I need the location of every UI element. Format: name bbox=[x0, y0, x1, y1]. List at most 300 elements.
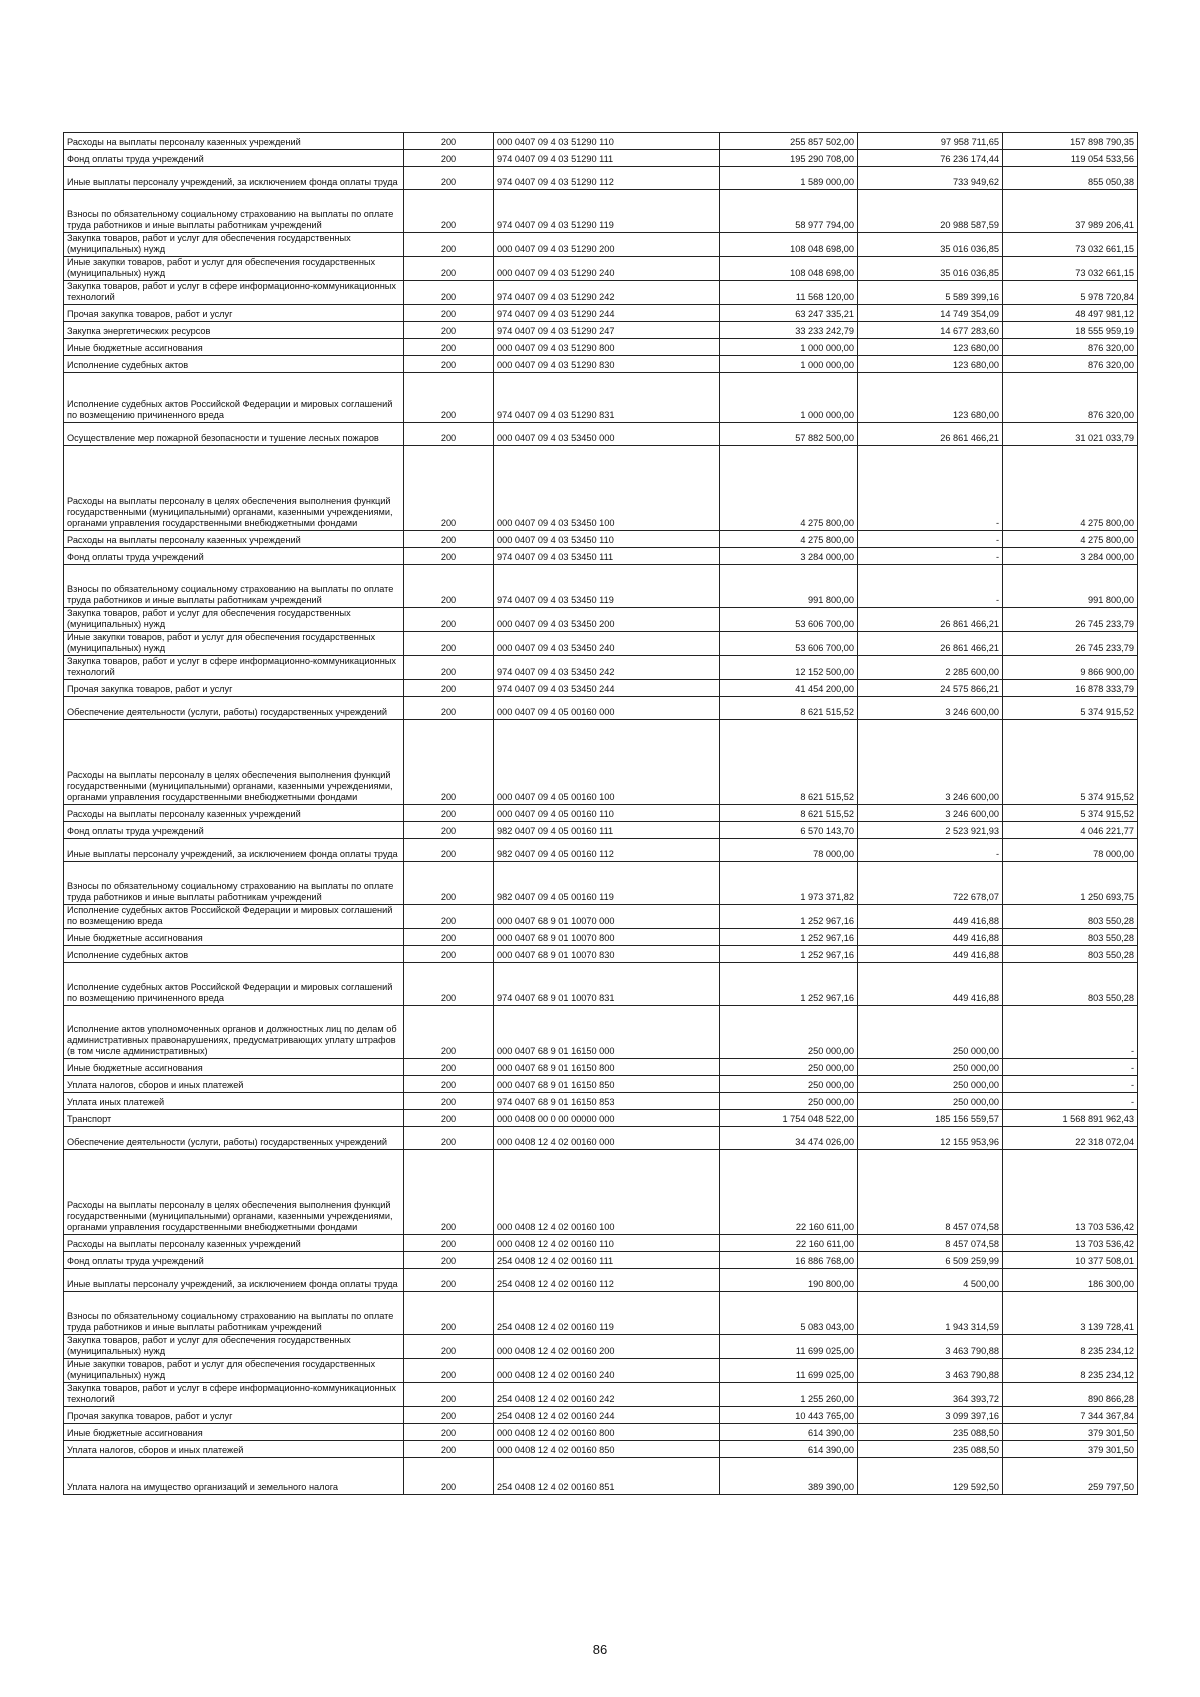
row-line-code: 200 bbox=[404, 548, 494, 565]
row-line-code: 200 bbox=[404, 356, 494, 373]
table-row bbox=[64, 1269, 1138, 1292]
row-line-code: 200 bbox=[404, 423, 494, 446]
row-approved-amount: 41 454 200,00 bbox=[720, 680, 858, 697]
row-approved-amount: 1 252 967,16 bbox=[720, 963, 858, 1006]
table-row bbox=[64, 133, 1138, 150]
row-unexecuted-amount: 1 250 693,75 bbox=[1003, 862, 1138, 905]
budget-execution-table bbox=[63, 132, 1138, 1495]
row-name: Закупка товаров, работ и услуг для обеспечения государственных (муниципальных) нужд bbox=[64, 1335, 404, 1359]
row-approved-amount: 250 000,00 bbox=[720, 1059, 858, 1076]
row-approved-amount: 58 977 794,00 bbox=[720, 190, 858, 233]
table-row bbox=[64, 190, 1138, 233]
row-budget-code: 254 0408 12 4 02 00160 119 bbox=[494, 1292, 720, 1335]
table-row bbox=[64, 257, 1138, 281]
row-name: Иные бюджетные ассигнования bbox=[64, 929, 404, 946]
row-line-code: 200 bbox=[404, 929, 494, 946]
row-executed-amount: 5 589 399,16 bbox=[858, 281, 1003, 305]
row-budget-code: 000 0408 12 4 02 00160 110 bbox=[494, 1235, 720, 1252]
row-budget-code: 000 0407 09 4 03 51290 110 bbox=[494, 133, 720, 150]
row-name: Уплата налогов, сборов и иных платежей bbox=[64, 1076, 404, 1093]
table-row bbox=[64, 608, 1138, 632]
row-budget-code: 000 0407 09 4 03 53450 100 bbox=[494, 446, 720, 531]
row-unexecuted-amount: - bbox=[1003, 1059, 1138, 1076]
row-name: Взносы по обязательному социальному страхованию на выплаты по оплате труда работников и иные выплаты работникам учреждений bbox=[64, 862, 404, 905]
table-row bbox=[64, 862, 1138, 905]
table-row bbox=[64, 1150, 1138, 1235]
row-name: Исполнение актов уполномоченных органов и должностных лиц по делам об административных правонарушениях, предусматривающих уплату штрафов (в том числе административных) bbox=[64, 1006, 404, 1059]
row-unexecuted-amount: 855 050,38 bbox=[1003, 167, 1138, 190]
row-executed-amount: 185 156 559,57 bbox=[858, 1110, 1003, 1127]
table-row bbox=[64, 446, 1138, 531]
row-budget-code: 000 0407 09 4 03 53450 000 bbox=[494, 423, 720, 446]
row-approved-amount: 11 568 120,00 bbox=[720, 281, 858, 305]
row-executed-amount: - bbox=[858, 531, 1003, 548]
row-executed-amount: 6 509 259,99 bbox=[858, 1252, 1003, 1269]
row-line-code: 200 bbox=[404, 608, 494, 632]
row-name: Закупка товаров, работ и услуг для обеспечения государственных (муниципальных) нужд bbox=[64, 608, 404, 632]
row-unexecuted-amount: 8 235 234,12 bbox=[1003, 1335, 1138, 1359]
row-budget-code: 974 0407 09 4 03 53450 111 bbox=[494, 548, 720, 565]
row-name: Фонд оплаты труда учреждений bbox=[64, 822, 404, 839]
row-budget-code: 000 0407 09 4 03 51290 800 bbox=[494, 339, 720, 356]
row-unexecuted-amount: 1 568 891 962,43 bbox=[1003, 1110, 1138, 1127]
row-line-code: 200 bbox=[404, 720, 494, 805]
table-row bbox=[64, 1424, 1138, 1441]
table-row bbox=[64, 356, 1138, 373]
table-row bbox=[64, 150, 1138, 167]
row-approved-amount: 108 048 698,00 bbox=[720, 233, 858, 257]
table-row bbox=[64, 548, 1138, 565]
row-line-code: 200 bbox=[404, 1292, 494, 1335]
row-approved-amount: 1 589 000,00 bbox=[720, 167, 858, 190]
row-budget-code: 974 0407 09 4 03 51290 242 bbox=[494, 281, 720, 305]
row-budget-code: 974 0407 09 4 03 51290 119 bbox=[494, 190, 720, 233]
table-row bbox=[64, 1093, 1138, 1110]
row-unexecuted-amount: - bbox=[1003, 1093, 1138, 1110]
table-row bbox=[64, 339, 1138, 356]
table-row bbox=[64, 423, 1138, 446]
row-name: Фонд оплаты труда учреждений bbox=[64, 1252, 404, 1269]
table-row bbox=[64, 1235, 1138, 1252]
row-budget-code: 000 0407 09 4 05 00160 110 bbox=[494, 805, 720, 822]
row-line-code: 200 bbox=[404, 339, 494, 356]
row-name: Иные закупки товаров, работ и услуг для обеспечения государственных (муниципальных) нужд bbox=[64, 632, 404, 656]
row-budget-code: 974 0407 09 4 03 53450 244 bbox=[494, 680, 720, 697]
table-row bbox=[64, 1127, 1138, 1150]
row-unexecuted-amount: 119 054 533,56 bbox=[1003, 150, 1138, 167]
row-unexecuted-amount: 37 989 206,41 bbox=[1003, 190, 1138, 233]
table-row bbox=[64, 1335, 1138, 1359]
row-line-code: 200 bbox=[404, 805, 494, 822]
row-name: Иные бюджетные ассигнования bbox=[64, 339, 404, 356]
row-name: Уплата иных платежей bbox=[64, 1093, 404, 1110]
table-row bbox=[64, 929, 1138, 946]
row-name: Иные выплаты персоналу учреждений, за исключением фонда оплаты труда bbox=[64, 1269, 404, 1292]
row-line-code: 200 bbox=[404, 1407, 494, 1424]
row-budget-code: 254 0408 12 4 02 00160 244 bbox=[494, 1407, 720, 1424]
row-executed-amount: 20 988 587,59 bbox=[858, 190, 1003, 233]
row-approved-amount: 8 621 515,52 bbox=[720, 805, 858, 822]
row-approved-amount: 108 048 698,00 bbox=[720, 257, 858, 281]
row-line-code: 200 bbox=[404, 1127, 494, 1150]
row-approved-amount: 22 160 611,00 bbox=[720, 1235, 858, 1252]
row-approved-amount: 78 000,00 bbox=[720, 839, 858, 862]
row-approved-amount: 1 000 000,00 bbox=[720, 339, 858, 356]
row-budget-code: 974 0407 09 4 03 51290 244 bbox=[494, 305, 720, 322]
row-name: Уплата налога на имущество организаций и земельного налога bbox=[64, 1458, 404, 1495]
row-approved-amount: 1 000 000,00 bbox=[720, 356, 858, 373]
row-unexecuted-amount: 803 550,28 bbox=[1003, 946, 1138, 963]
row-name: Иные выплаты персоналу учреждений, за исключением фонда оплаты труда bbox=[64, 167, 404, 190]
row-executed-amount: 722 678,07 bbox=[858, 862, 1003, 905]
row-approved-amount: 1 000 000,00 bbox=[720, 373, 858, 423]
row-executed-amount: 3 463 790,88 bbox=[858, 1359, 1003, 1383]
table-row bbox=[64, 565, 1138, 608]
row-budget-code: 974 0407 09 4 03 51290 247 bbox=[494, 322, 720, 339]
row-unexecuted-amount: 803 550,28 bbox=[1003, 929, 1138, 946]
row-budget-code: 000 0407 09 4 03 53450 110 bbox=[494, 531, 720, 548]
row-executed-amount: 123 680,00 bbox=[858, 356, 1003, 373]
row-executed-amount: 129 592,50 bbox=[858, 1458, 1003, 1495]
row-budget-code: 000 0407 68 9 01 16150 800 bbox=[494, 1059, 720, 1076]
row-unexecuted-amount: 8 235 234,12 bbox=[1003, 1359, 1138, 1383]
row-executed-amount: 733 949,62 bbox=[858, 167, 1003, 190]
row-budget-code: 974 0407 09 4 03 51290 111 bbox=[494, 150, 720, 167]
row-unexecuted-amount: 7 344 367,84 bbox=[1003, 1407, 1138, 1424]
row-budget-code: 000 0407 09 4 05 00160 100 bbox=[494, 720, 720, 805]
row-unexecuted-amount: 379 301,50 bbox=[1003, 1441, 1138, 1458]
row-executed-amount: 12 155 953,96 bbox=[858, 1127, 1003, 1150]
row-unexecuted-amount: 48 497 981,12 bbox=[1003, 305, 1138, 322]
row-approved-amount: 614 390,00 bbox=[720, 1441, 858, 1458]
row-approved-amount: 4 275 800,00 bbox=[720, 531, 858, 548]
row-budget-code: 000 0407 68 9 01 10070 800 bbox=[494, 929, 720, 946]
row-executed-amount: - bbox=[858, 446, 1003, 531]
row-line-code: 200 bbox=[404, 281, 494, 305]
row-name: Взносы по обязательному социальному страхованию на выплаты по оплате труда работников и иные выплаты работникам учреждений bbox=[64, 190, 404, 233]
table-row bbox=[64, 1458, 1138, 1495]
table-row bbox=[64, 1359, 1138, 1383]
page-number: 86 bbox=[592, 1642, 608, 1657]
row-line-code: 200 bbox=[404, 1006, 494, 1059]
row-approved-amount: 11 699 025,00 bbox=[720, 1335, 858, 1359]
row-budget-code: 974 0407 68 9 01 16150 853 bbox=[494, 1093, 720, 1110]
table-row bbox=[64, 963, 1138, 1006]
row-budget-code: 000 0407 09 4 03 51290 240 bbox=[494, 257, 720, 281]
row-executed-amount: 1 943 314,59 bbox=[858, 1292, 1003, 1335]
row-name: Фонд оплаты труда учреждений bbox=[64, 150, 404, 167]
row-line-code: 200 bbox=[404, 1269, 494, 1292]
row-unexecuted-amount: 5 374 915,52 bbox=[1003, 805, 1138, 822]
row-executed-amount: 26 861 466,21 bbox=[858, 632, 1003, 656]
row-budget-code: 974 0407 09 4 03 51290 831 bbox=[494, 373, 720, 423]
row-line-code: 200 bbox=[404, 257, 494, 281]
row-budget-code: 000 0407 68 9 01 16150 000 bbox=[494, 1006, 720, 1059]
row-line-code: 200 bbox=[404, 133, 494, 150]
row-budget-code: 000 0407 09 4 03 53450 240 bbox=[494, 632, 720, 656]
row-unexecuted-amount: 876 320,00 bbox=[1003, 373, 1138, 423]
row-line-code: 200 bbox=[404, 1359, 494, 1383]
row-name: Обеспечение деятельности (услуги, работы) государственных учреждений bbox=[64, 697, 404, 720]
row-budget-code: 254 0408 12 4 02 00160 112 bbox=[494, 1269, 720, 1292]
row-name: Исполнение судебных актов Российской Федерации и мировых соглашений по возмещению причиненного вреда bbox=[64, 373, 404, 423]
row-approved-amount: 1 252 967,16 bbox=[720, 929, 858, 946]
row-executed-amount: 14 677 283,60 bbox=[858, 322, 1003, 339]
table-row bbox=[64, 167, 1138, 190]
row-executed-amount: 250 000,00 bbox=[858, 1006, 1003, 1059]
row-approved-amount: 250 000,00 bbox=[720, 1093, 858, 1110]
row-executed-amount: 449 416,88 bbox=[858, 963, 1003, 1006]
row-approved-amount: 5 083 043,00 bbox=[720, 1292, 858, 1335]
row-unexecuted-amount: 876 320,00 bbox=[1003, 339, 1138, 356]
row-unexecuted-amount: 26 745 233,79 bbox=[1003, 608, 1138, 632]
row-approved-amount: 255 857 502,00 bbox=[720, 133, 858, 150]
row-line-code: 200 bbox=[404, 822, 494, 839]
row-budget-code: 974 0407 09 4 03 53450 119 bbox=[494, 565, 720, 608]
table-row bbox=[64, 632, 1138, 656]
row-line-code: 200 bbox=[404, 446, 494, 531]
row-approved-amount: 8 621 515,52 bbox=[720, 720, 858, 805]
row-line-code: 200 bbox=[404, 632, 494, 656]
row-approved-amount: 1 252 967,16 bbox=[720, 905, 858, 929]
row-executed-amount: 3 463 790,88 bbox=[858, 1335, 1003, 1359]
row-budget-code: 000 0408 12 4 02 00160 850 bbox=[494, 1441, 720, 1458]
row-line-code: 200 bbox=[404, 1441, 494, 1458]
row-executed-amount: 76 236 174,44 bbox=[858, 150, 1003, 167]
row-name: Расходы на выплаты персоналу в целях обеспечения выполнения функций государственными (муниципальными) органами, казенными учреждениями, органами управления государственными внебюджетными фондами bbox=[64, 446, 404, 531]
row-executed-amount: 26 861 466,21 bbox=[858, 608, 1003, 632]
row-approved-amount: 53 606 700,00 bbox=[720, 632, 858, 656]
row-budget-code: 000 0408 12 4 02 00160 800 bbox=[494, 1424, 720, 1441]
row-budget-code: 000 0408 12 4 02 00160 200 bbox=[494, 1335, 720, 1359]
row-name: Исполнение судебных актов bbox=[64, 356, 404, 373]
row-approved-amount: 22 160 611,00 bbox=[720, 1150, 858, 1235]
row-name: Взносы по обязательному социальному страхованию на выплаты по оплате труда работников и иные выплаты работникам учреждений bbox=[64, 565, 404, 608]
row-budget-code: 982 0407 09 4 05 00160 111 bbox=[494, 822, 720, 839]
row-line-code: 200 bbox=[404, 680, 494, 697]
row-budget-code: 974 0407 68 9 01 10070 831 bbox=[494, 963, 720, 1006]
table-row bbox=[64, 822, 1138, 839]
row-name: Иные бюджетные ассигнования bbox=[64, 1424, 404, 1441]
table-row bbox=[64, 1407, 1138, 1424]
table-row bbox=[64, 946, 1138, 963]
row-unexecuted-amount: 13 703 536,42 bbox=[1003, 1235, 1138, 1252]
row-executed-amount: - bbox=[858, 548, 1003, 565]
row-approved-amount: 12 152 500,00 bbox=[720, 656, 858, 680]
row-executed-amount: 235 088,50 bbox=[858, 1441, 1003, 1458]
row-name: Прочая закупка товаров, работ и услуг bbox=[64, 1407, 404, 1424]
row-line-code: 200 bbox=[404, 190, 494, 233]
row-executed-amount: - bbox=[858, 565, 1003, 608]
row-approved-amount: 3 284 000,00 bbox=[720, 548, 858, 565]
row-budget-code: 254 0408 12 4 02 00160 111 bbox=[494, 1252, 720, 1269]
row-executed-amount: 97 958 711,65 bbox=[858, 133, 1003, 150]
row-budget-code: 000 0408 12 4 02 00160 240 bbox=[494, 1359, 720, 1383]
row-unexecuted-amount: 991 800,00 bbox=[1003, 565, 1138, 608]
row-budget-code: 000 0407 68 9 01 16150 850 bbox=[494, 1076, 720, 1093]
row-approved-amount: 53 606 700,00 bbox=[720, 608, 858, 632]
row-name: Иные выплаты персоналу учреждений, за исключением фонда оплаты труда bbox=[64, 839, 404, 862]
row-unexecuted-amount: 9 866 900,00 bbox=[1003, 656, 1138, 680]
row-name: Расходы на выплаты персоналу в целях обеспечения выполнения функций государственными (муниципальными) органами, казенными учреждениями, органами управления государственными внебюджетными фондами bbox=[64, 720, 404, 805]
row-line-code: 200 bbox=[404, 1424, 494, 1441]
row-executed-amount: 4 500,00 bbox=[858, 1269, 1003, 1292]
row-name: Прочая закупка товаров, работ и услуг bbox=[64, 680, 404, 697]
row-line-code: 200 bbox=[404, 1235, 494, 1252]
row-approved-amount: 6 570 143,70 bbox=[720, 822, 858, 839]
row-executed-amount: 35 016 036,85 bbox=[858, 257, 1003, 281]
table-body bbox=[64, 133, 1138, 1495]
row-unexecuted-amount: 890 866,28 bbox=[1003, 1383, 1138, 1407]
row-unexecuted-amount: 3 284 000,00 bbox=[1003, 548, 1138, 565]
row-unexecuted-amount: 10 377 508,01 bbox=[1003, 1252, 1138, 1269]
row-unexecuted-amount: 5 374 915,52 bbox=[1003, 720, 1138, 805]
row-budget-code: 000 0407 68 9 01 10070 830 bbox=[494, 946, 720, 963]
table-row bbox=[64, 1441, 1138, 1458]
row-approved-amount: 33 233 242,79 bbox=[720, 322, 858, 339]
row-budget-code: 000 0408 00 0 00 00000 000 bbox=[494, 1110, 720, 1127]
row-approved-amount: 57 882 500,00 bbox=[720, 423, 858, 446]
row-name: Расходы на выплаты персоналу казенных учреждений bbox=[64, 133, 404, 150]
row-approved-amount: 614 390,00 bbox=[720, 1424, 858, 1441]
row-executed-amount: 449 416,88 bbox=[858, 905, 1003, 929]
row-line-code: 200 bbox=[404, 1110, 494, 1127]
row-name: Иные бюджетные ассигнования bbox=[64, 1059, 404, 1076]
row-executed-amount: 8 457 074,58 bbox=[858, 1235, 1003, 1252]
row-approved-amount: 10 443 765,00 bbox=[720, 1407, 858, 1424]
row-name: Исполнение судебных актов Российской Федерации и мировых соглашений по возмещению причиненного вреда bbox=[64, 963, 404, 1006]
row-line-code: 200 bbox=[404, 1059, 494, 1076]
row-name: Закупка товаров, работ и услуг в сфере информационно-коммуникационных технологий bbox=[64, 281, 404, 305]
row-line-code: 200 bbox=[404, 167, 494, 190]
row-name: Исполнение судебных актов Российской Федерации и мировых соглашений по возмещению вреда bbox=[64, 905, 404, 929]
row-unexecuted-amount: 379 301,50 bbox=[1003, 1424, 1138, 1441]
row-name: Обеспечение деятельности (услуги, работы) государственных учреждений bbox=[64, 1127, 404, 1150]
row-budget-code: 254 0408 12 4 02 00160 851 bbox=[494, 1458, 720, 1495]
row-unexecuted-amount: 73 032 661,15 bbox=[1003, 233, 1138, 257]
row-approved-amount: 11 699 025,00 bbox=[720, 1359, 858, 1383]
row-executed-amount: 3 246 600,00 bbox=[858, 720, 1003, 805]
row-line-code: 200 bbox=[404, 150, 494, 167]
row-name: Уплата налогов, сборов и иных платежей bbox=[64, 1441, 404, 1458]
table-row bbox=[64, 373, 1138, 423]
row-budget-code: 982 0407 09 4 05 00160 119 bbox=[494, 862, 720, 905]
row-approved-amount: 8 621 515,52 bbox=[720, 697, 858, 720]
row-line-code: 200 bbox=[404, 862, 494, 905]
row-budget-code: 000 0407 09 4 05 00160 000 bbox=[494, 697, 720, 720]
row-unexecuted-amount: 22 318 072,04 bbox=[1003, 1127, 1138, 1150]
row-name: Осуществление мер пожарной безопасности и тушение лесных пожаров bbox=[64, 423, 404, 446]
row-line-code: 200 bbox=[404, 1458, 494, 1495]
row-approved-amount: 4 275 800,00 bbox=[720, 446, 858, 531]
row-line-code: 200 bbox=[404, 565, 494, 608]
row-unexecuted-amount: 4 046 221,77 bbox=[1003, 822, 1138, 839]
row-approved-amount: 16 886 768,00 bbox=[720, 1252, 858, 1269]
row-executed-amount: 26 861 466,21 bbox=[858, 423, 1003, 446]
table-row bbox=[64, 1006, 1138, 1059]
row-unexecuted-amount: 78 000,00 bbox=[1003, 839, 1138, 862]
table-row bbox=[64, 1076, 1138, 1093]
row-executed-amount: 3 246 600,00 bbox=[858, 805, 1003, 822]
table-row bbox=[64, 531, 1138, 548]
row-approved-amount: 991 800,00 bbox=[720, 565, 858, 608]
row-approved-amount: 190 800,00 bbox=[720, 1269, 858, 1292]
row-budget-code: 000 0407 09 4 03 51290 830 bbox=[494, 356, 720, 373]
row-executed-amount: 2 285 600,00 bbox=[858, 656, 1003, 680]
row-name: Прочая закупка товаров, работ и услуг bbox=[64, 305, 404, 322]
row-name: Закупка товаров, работ и услуг в сфере информационно-коммуникационных технологий bbox=[64, 1383, 404, 1407]
row-line-code: 200 bbox=[404, 946, 494, 963]
row-approved-amount: 250 000,00 bbox=[720, 1076, 858, 1093]
row-line-code: 200 bbox=[404, 1335, 494, 1359]
row-unexecuted-amount: 803 550,28 bbox=[1003, 905, 1138, 929]
row-unexecuted-amount: 186 300,00 bbox=[1003, 1269, 1138, 1292]
row-approved-amount: 63 247 335,21 bbox=[720, 305, 858, 322]
row-unexecuted-amount: 5 374 915,52 bbox=[1003, 697, 1138, 720]
row-executed-amount: 14 749 354,09 bbox=[858, 305, 1003, 322]
row-executed-amount: 3 099 397,16 bbox=[858, 1407, 1003, 1424]
table-row bbox=[64, 720, 1138, 805]
row-executed-amount: 250 000,00 bbox=[858, 1093, 1003, 1110]
row-executed-amount: 449 416,88 bbox=[858, 929, 1003, 946]
table-row bbox=[64, 1292, 1138, 1335]
row-budget-code: 254 0408 12 4 02 00160 242 bbox=[494, 1383, 720, 1407]
row-approved-amount: 195 290 708,00 bbox=[720, 150, 858, 167]
row-line-code: 200 bbox=[404, 1150, 494, 1235]
row-budget-code: 982 0407 09 4 05 00160 112 bbox=[494, 839, 720, 862]
row-name: Расходы на выплаты персоналу казенных учреждений bbox=[64, 1235, 404, 1252]
row-line-code: 200 bbox=[404, 305, 494, 322]
table-row bbox=[64, 322, 1138, 339]
row-name: Расходы на выплаты персоналу казенных учреждений bbox=[64, 531, 404, 548]
row-budget-code: 000 0407 68 9 01 10070 000 bbox=[494, 905, 720, 929]
row-line-code: 200 bbox=[404, 905, 494, 929]
row-name: Фонд оплаты труда учреждений bbox=[64, 548, 404, 565]
row-executed-amount: 449 416,88 bbox=[858, 946, 1003, 963]
row-line-code: 200 bbox=[404, 697, 494, 720]
row-approved-amount: 389 390,00 bbox=[720, 1458, 858, 1495]
row-unexecuted-amount: 73 032 661,15 bbox=[1003, 257, 1138, 281]
row-unexecuted-amount: 13 703 536,42 bbox=[1003, 1150, 1138, 1235]
row-unexecuted-amount: 803 550,28 bbox=[1003, 963, 1138, 1006]
row-line-code: 200 bbox=[404, 233, 494, 257]
row-executed-amount: 364 393,72 bbox=[858, 1383, 1003, 1407]
row-executed-amount: 35 016 036,85 bbox=[858, 233, 1003, 257]
row-executed-amount: 2 523 921,93 bbox=[858, 822, 1003, 839]
row-line-code: 200 bbox=[404, 1252, 494, 1269]
row-name: Взносы по обязательному социальному страхованию на выплаты по оплате труда работников и иные выплаты работникам учреждений bbox=[64, 1292, 404, 1335]
row-unexecuted-amount: 18 555 959,19 bbox=[1003, 322, 1138, 339]
row-executed-amount: 250 000,00 bbox=[858, 1059, 1003, 1076]
row-approved-amount: 1 255 260,00 bbox=[720, 1383, 858, 1407]
row-approved-amount: 1 754 048 522,00 bbox=[720, 1110, 858, 1127]
row-executed-amount: 250 000,00 bbox=[858, 1076, 1003, 1093]
row-name: Расходы на выплаты персоналу казенных учреждений bbox=[64, 805, 404, 822]
row-unexecuted-amount: 26 745 233,79 bbox=[1003, 632, 1138, 656]
row-executed-amount: 8 457 074,58 bbox=[858, 1150, 1003, 1235]
row-line-code: 200 bbox=[404, 656, 494, 680]
table-row bbox=[64, 1059, 1138, 1076]
row-line-code: 200 bbox=[404, 373, 494, 423]
row-unexecuted-amount: 157 898 790,35 bbox=[1003, 133, 1138, 150]
row-executed-amount: 123 680,00 bbox=[858, 339, 1003, 356]
row-executed-amount: 3 246 600,00 bbox=[858, 697, 1003, 720]
row-approved-amount: 250 000,00 bbox=[720, 1006, 858, 1059]
row-unexecuted-amount: 3 139 728,41 bbox=[1003, 1292, 1138, 1335]
row-unexecuted-amount: 31 021 033,79 bbox=[1003, 423, 1138, 446]
row-unexecuted-amount: - bbox=[1003, 1006, 1138, 1059]
row-line-code: 200 bbox=[404, 839, 494, 862]
